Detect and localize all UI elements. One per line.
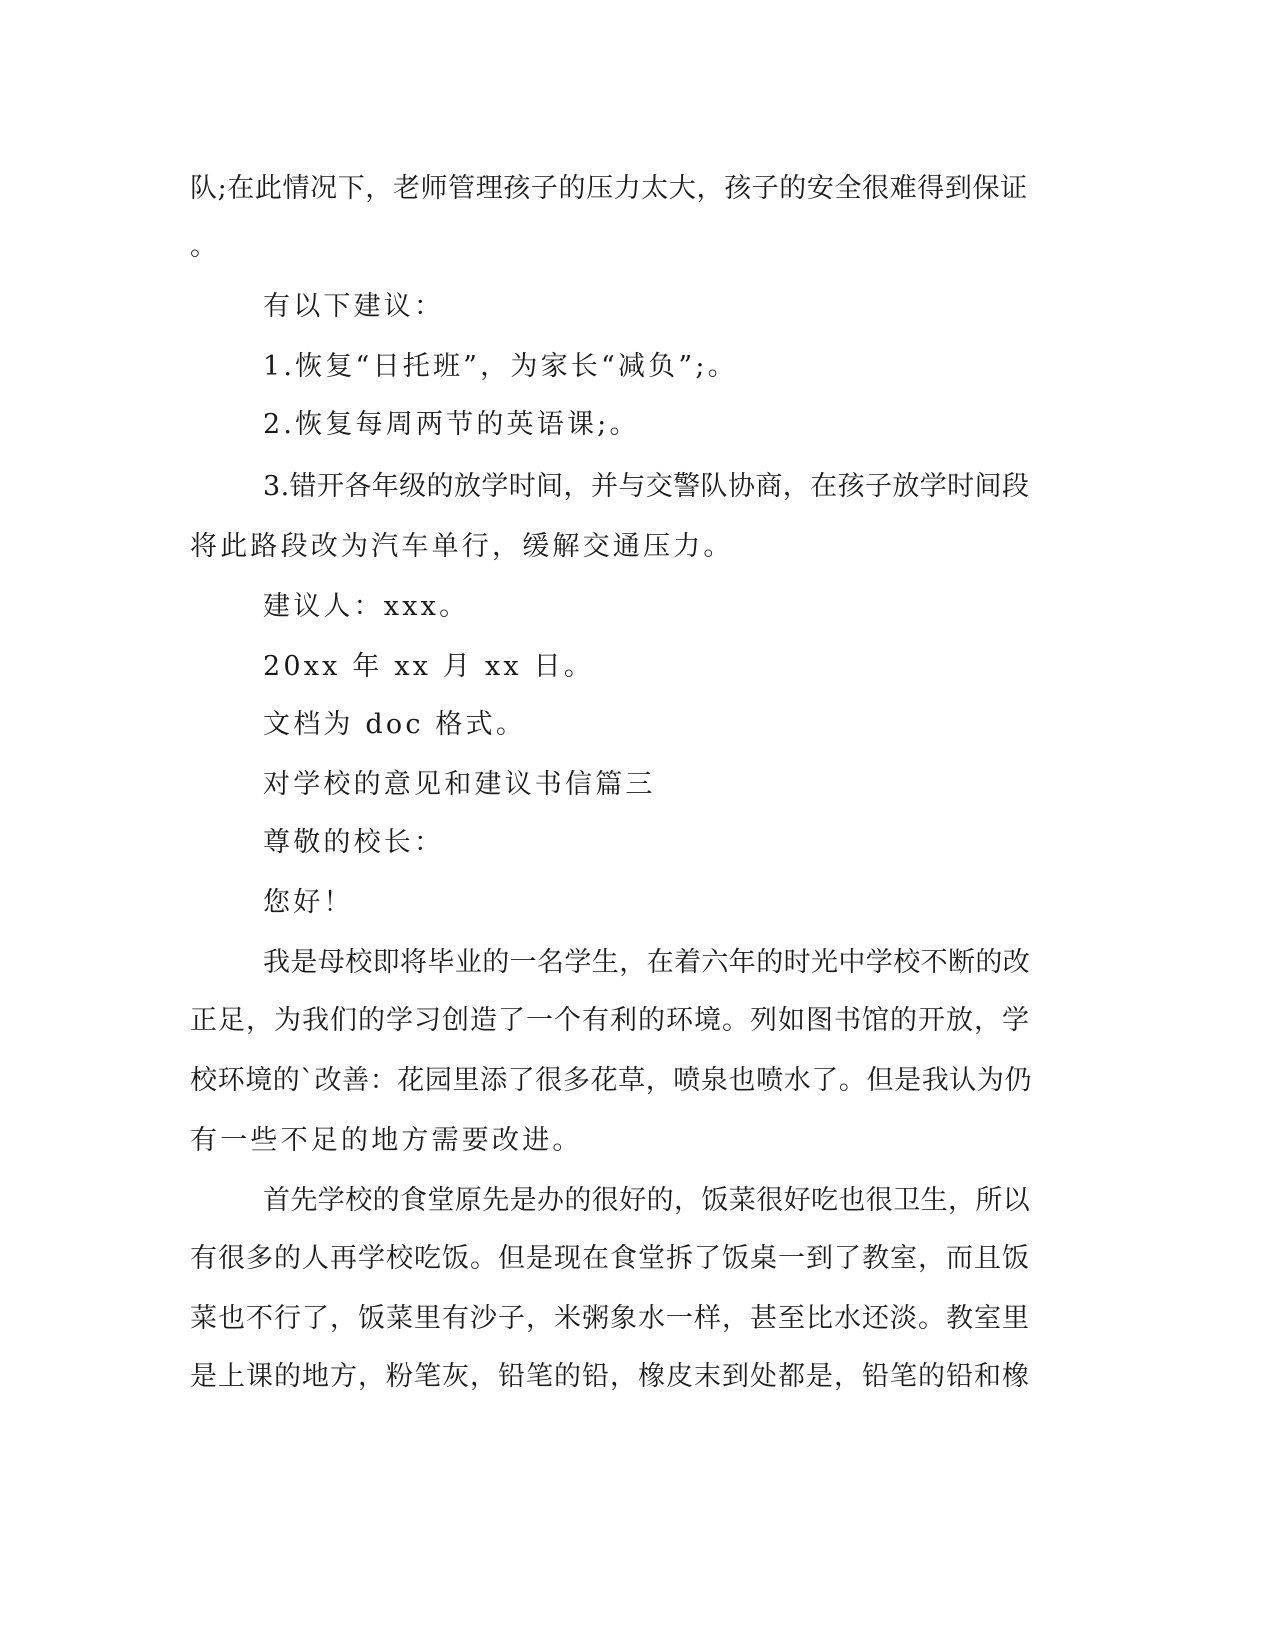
- text-line: 建议人：xxx。: [263, 591, 470, 622]
- text-line: 首先学校的食堂原先是办的很好的，饭菜很好吃也很卫生，所以: [263, 1185, 1031, 1216]
- text-line: 20xx 年 xx 月 xx 日。: [263, 651, 595, 682]
- text-line: 队;在此情况下，老师管理孩子的压力太大，孩子的安全很难得到保证: [190, 173, 1028, 204]
- salutation: 尊敬的校长：: [263, 827, 445, 858]
- section-title: 对学校的意见和建议书信篇三: [263, 769, 656, 800]
- text-line: 文档为 doc 格式。: [263, 709, 527, 740]
- text-line: 有很多的人再学校吃饭。但是现在食堂拆了饭桌一到了教室，而且饭: [190, 1243, 1030, 1274]
- text-line: 3.错开各年级的放学时间，并与交警队协商，在孩子放学时间段: [263, 471, 1030, 502]
- text-line: 正足，为我们的学习创造了一个有利的环境。列如图书馆的开放，学: [190, 1005, 1030, 1036]
- text-line: 我是母校即将毕业的一名学生，在着六年的时光中学校不断的改: [263, 947, 1031, 978]
- text-line: 是上课的地方，粉笔灰，铅笔的铅，橡皮末到处都是，铅笔的铅和橡: [190, 1361, 1030, 1392]
- text-line: 有以下建议：: [263, 291, 445, 322]
- text-line: 将此路段改为汽车单行，缓解交通压力。: [190, 531, 734, 562]
- text-line: 2.恢复每周两节的英语课;。: [263, 409, 640, 440]
- text-line: 菜也不行了，饭菜里有沙子，米粥象水一样，甚至比水还淡。教室里: [190, 1303, 1030, 1334]
- text-line: 。: [190, 231, 221, 262]
- greeting: 您好！: [263, 887, 354, 918]
- text-line: 校环境的`改善：花园里添了很多花草，喷泉也喷水了。但是我认为仍: [190, 1065, 1033, 1096]
- text-line: 1.恢复“日托班”，为家长“减负”;。: [263, 351, 738, 382]
- text-line: 有一些不足的地方需要改进。: [190, 1125, 583, 1156]
